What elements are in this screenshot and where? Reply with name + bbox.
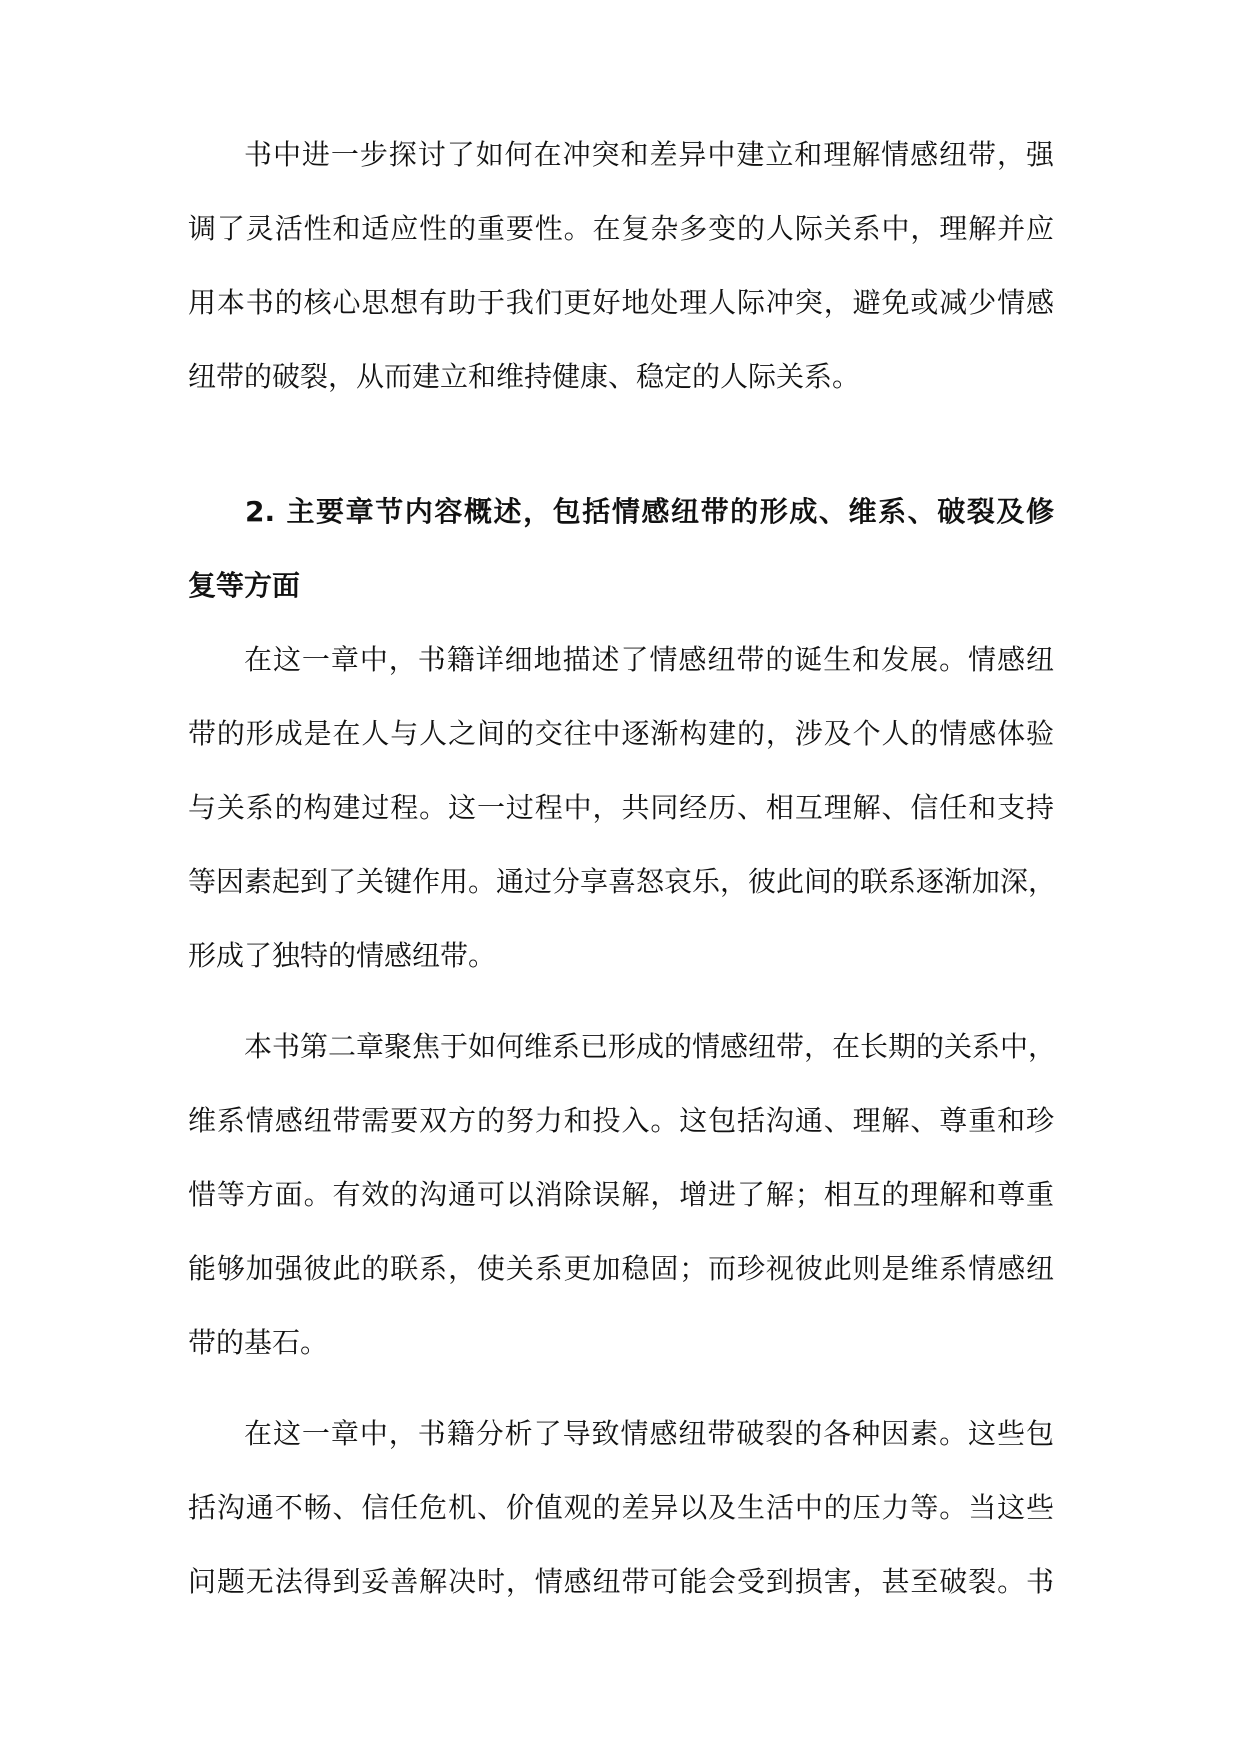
paragraph-line: 括沟通不畅、信任危机、价值观的差异以及生活中的压力等。当这些 — [188, 1491, 1054, 1524]
paragraph-line: 书中进一步探讨了如何在冲突和差异中建立和理解情感纽带，强 — [244, 138, 1054, 171]
heading-line: 2. 主要章节内容概述，包括情感纽带的形成、维系、破裂及修 — [245, 495, 1054, 528]
paragraph-line: 问题无法得到妥善解决时，情感纽带可能会受到损害，甚至破裂。书 — [188, 1565, 1054, 1598]
paragraph-maintenance — [188, 1010, 1057, 1380]
paragraph-line: 维系情感纽带需要双方的努力和投入。这包括沟通、理解、尊重和珍 — [188, 1104, 1054, 1137]
paragraph-line: 形成了独特的情感纽带。 — [188, 939, 497, 972]
paragraph-rupture — [188, 1397, 1054, 1619]
paragraph-line: 用本书的核心思想有助于我们更好地处理人际冲突，避免或减少情感 — [188, 286, 1054, 319]
paragraph-line: 带的形成是在人与人之间的交往中逐渐构建的，涉及个人的情感体验 — [188, 717, 1054, 750]
paragraph-line: 等因素起到了关键作用。通过分享喜怒哀乐，彼此间的联系逐渐加深， — [188, 865, 1057, 898]
heading-line: 复等方面 — [188, 569, 301, 602]
paragraph-line: 在这一章中，书籍分析了导致情感纽带破裂的各种因素。这些包 — [244, 1417, 1054, 1450]
paragraph-line: 在这一章中，书籍详细地描述了情感纽带的诞生和发展。情感纽 — [244, 643, 1054, 676]
paragraph-line: 调了灵活性和适应性的重要性。在复杂多变的人际关系中，理解并应 — [188, 212, 1054, 245]
paragraph-line: 纽带的破裂，从而建立和维持健康、稳定的人际关系。 — [188, 360, 861, 393]
paragraph-intro — [188, 118, 1054, 414]
paragraph-line: 惜等方面。有效的沟通可以消除误解，增进了解；相互的理解和尊重 — [188, 1178, 1054, 1211]
paragraph-line: 本书第二章聚焦于如何维系已形成的情感纽带，在长期的关系中， — [244, 1030, 1057, 1063]
paragraph-formation — [188, 623, 1057, 993]
paragraph-line: 带的基石。 — [188, 1326, 329, 1359]
section-heading — [188, 475, 1054, 623]
paragraph-line: 与关系的构建过程。这一过程中，共同经历、相互理解、信任和支持 — [188, 791, 1054, 824]
paragraph-line: 能够加强彼此的联系，使关系更加稳固；而珍视彼此则是维系情感纽 — [188, 1252, 1054, 1285]
